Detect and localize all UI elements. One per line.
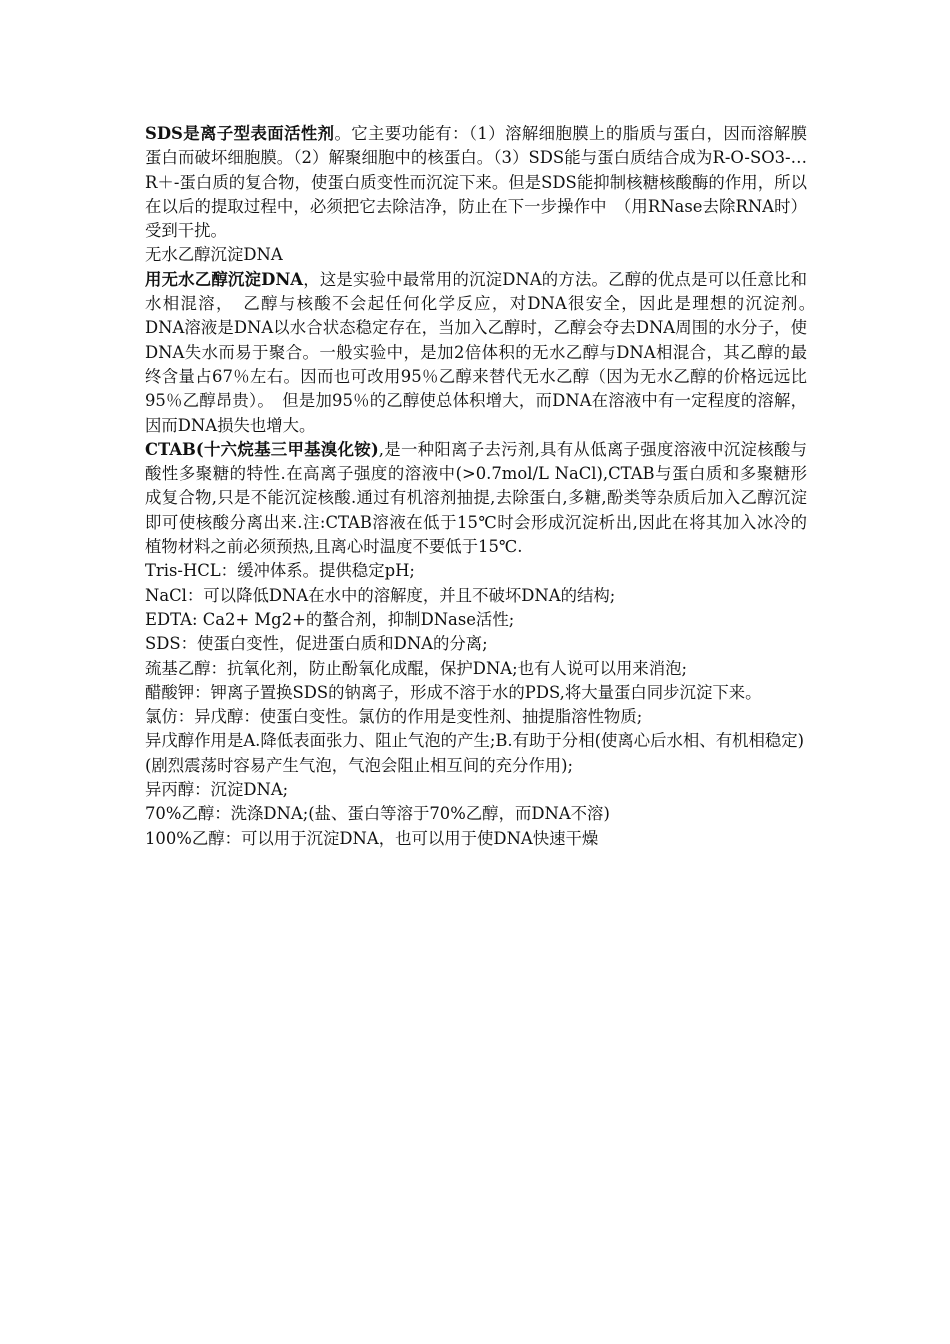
list-item-nacl [145, 584, 807, 608]
list-item-shaking-note [145, 754, 807, 778]
list-item-ethanol-100 [145, 827, 807, 851]
paragraph-text: 70%乙醇：洗涤DNA;(盐、蛋白等溶于70%乙醇，而DNA不溶) [145, 804, 610, 824]
list-item-sds [145, 632, 807, 656]
list-item-tris-hcl [145, 559, 807, 583]
paragraph-sds-intro [145, 122, 807, 243]
list-item-edta [145, 608, 807, 632]
paragraph-text: Tris-HCL：缓冲体系。提供稳定pH; [145, 561, 415, 581]
paragraph-ctab [145, 438, 824, 559]
paragraph-text: 无水乙醇沉淀DNA [145, 245, 283, 265]
heading-sds: SDS是离子型表面活性剂 [145, 124, 335, 143]
list-item-mercaptoethanol [145, 657, 807, 681]
paragraph-text: EDTA: Ca2+ Mg2+的螯合剂，抑制DNase活性; [145, 609, 515, 629]
paragraph-text: ,是一种阳离子去污剂,具有从低离子强度溶液中沉淀核酸与酸性多聚糖的特性.在高离子强度的溶液中(>0.7mol/L NaCl),CTAB与蛋白质和多聚糖形成复合物,只是不能沉淀核酸.通过有机溶剂抽提,去除蛋白,多糖,酚类等杂质后加入乙醇沉淀即可使核酸分离出来.注:CTAB溶液在低于15℃时会形成沉淀析出,因此在将其加入冰冷的 植物材料之前必须预热,且离心时温度不要低于15℃. [145, 439, 824, 557]
paragraph-text: 100%乙醇：可以用于沉淀DNA，也可以用于使DNA快速干燥 [145, 828, 599, 848]
paragraph-ethanol-title [145, 243, 807, 267]
list-item-isopropanol [145, 778, 807, 802]
paragraph-text: ，这是实验中最常用的沉淀DNA的方法。乙醇的优点是可以任意比和水相混溶， 乙醇与核酸不会起任何化学反应，对DNA很安全，因此是理想的沉淀剂。 DNA溶液是DNA以水合状态稳定存在，当加入乙醇时，乙醇会夺去DNA周围的水分子，使DNA失水而易于聚合。一般实验中，是加2倍体积的无水乙醇与DNA相混合，其乙醇的最终含量占67％左右。因而也可改用95％乙醇来替代无水乙醇（因为无水乙醇的价格远远比95％乙醇昂贵）。 但是加95％的乙醇使总体积增大，而DNA在溶液中有一定程度的溶解，因而DNA损失也增大。 [145, 269, 824, 435]
paragraph-text: SDS：使蛋白变性，促进蛋白质和DNA的分离; [145, 634, 488, 654]
list-item-ethanol-70 [145, 802, 807, 826]
paragraph-text: (剧烈震荡时容易产生气泡，气泡会阻止相互间的充分作用); [145, 755, 574, 775]
list-item-isoamyl-alcohol [145, 729, 807, 753]
document-body [145, 122, 824, 851]
list-item-chloroform [145, 705, 807, 729]
paragraph-text: 巯基乙醇：抗氧化剂，防止酚氧化成醌，保护DNA;也有人说可以用来消泡; [145, 658, 688, 678]
paragraph-text: 异戊醇作用是A.降低表面张力、阻止气泡的产生;B.有助于分相(使离心后水相、有机相稳定) [145, 731, 805, 751]
list-item-potassium-acetate [145, 681, 807, 705]
paragraph-text: 。它主要功能有：（1）溶解细胞膜上的脂质与蛋白，因而溶解膜蛋白而破坏细胞膜。（2）解聚细胞中的核蛋白。（3）SDS能与蛋白质结合成为R-O-SO3-…R＋-蛋白质的复合物，使蛋白质变性而沉淀下来。但是SDS能抑制核糖核酸酶的作用，所以在以后的提取过程中，必须把它去除洁净，防止在下一步操作中 （用RNase去除RNA时）受到干扰。 [145, 124, 807, 241]
heading-ctab: CTAB(十六烷基三甲基溴化铵) [145, 439, 379, 459]
heading-ethanol-dna: 用无水乙醇沉淀DNA [145, 269, 304, 289]
paragraph-text: 醋酸钾：钾离子置换SDS的钠离子，形成不溶于水的PDS,将大量蛋白同步沉淀下来。 [145, 682, 762, 702]
paragraph-text: NaCl：可以降低DNA在水中的溶解度，并且不破坏DNA的结构; [145, 585, 616, 605]
paragraph-text: 异丙醇：沉淀DNA; [145, 780, 289, 800]
paragraph-ethanol-precipitation [145, 268, 824, 438]
paragraph-text: 氯仿：异戊醇：使蛋白变性。氯仿的作用是变性剂、抽提脂溶性物质; [145, 707, 643, 727]
